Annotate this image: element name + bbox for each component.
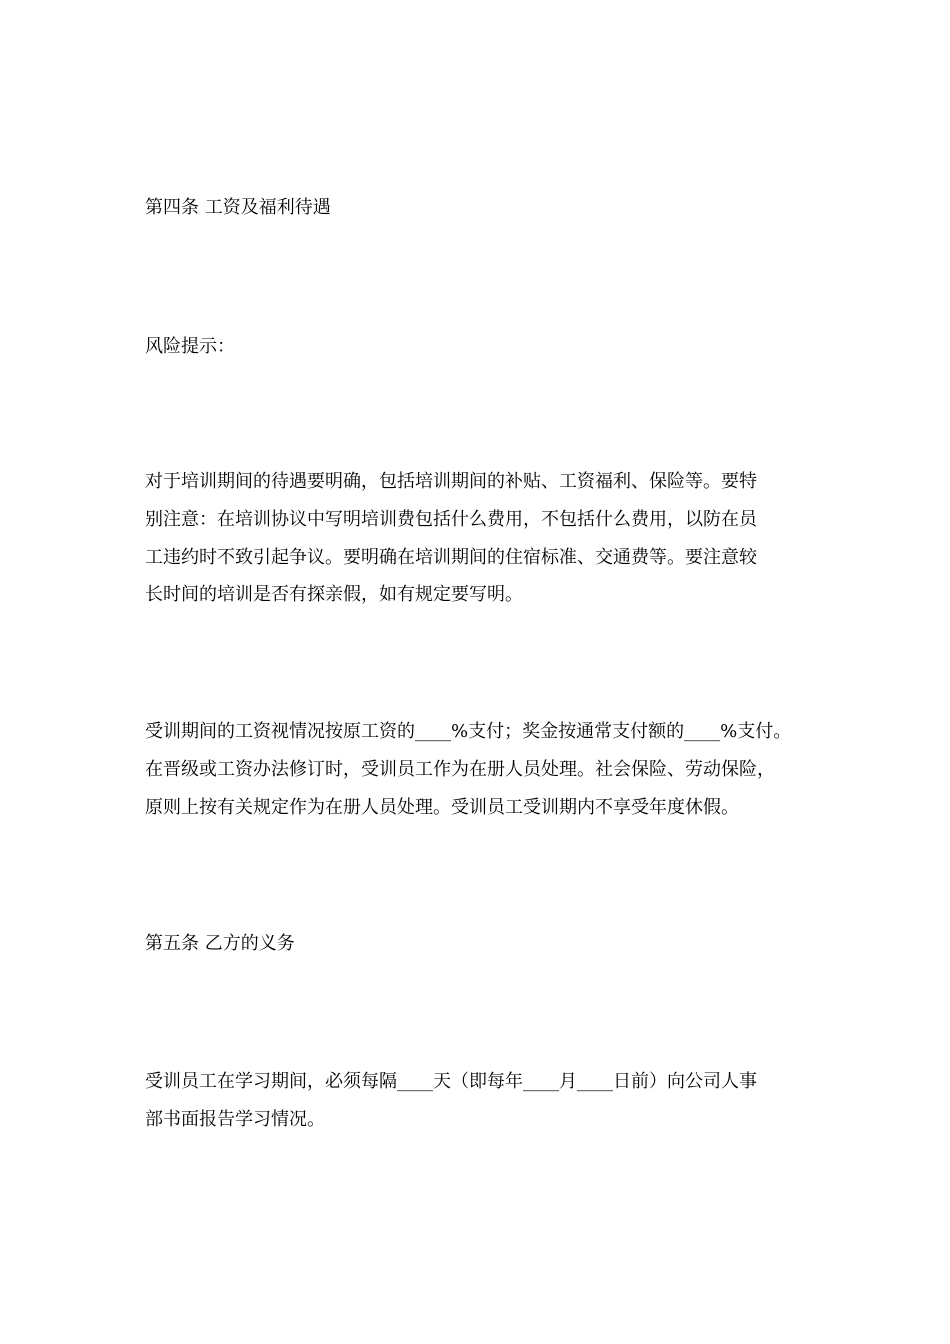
- risk-tip-line-2: 别注意：在培训协议中写明培训费包括什么费用，不包括什么费用，以防在员: [145, 509, 757, 530]
- pay-terms-line-3: 原则上按有关规定作为在册人员处理。受训员工受训期内不享受年度休假。: [145, 797, 739, 818]
- pay-terms-line-1: 受训期间的工资视情况按原工资的____%支付；奖金按通常支付额的____%支付。: [145, 721, 792, 742]
- pay-terms-line-2: 在晋级或工资办法修订时，受训员工作为在册人员处理。社会保险、劳动保险，: [145, 759, 775, 780]
- obligation-line-1: 受训员工在学习期间，必须每隔____天（即每年____月____日前）向公司人事: [145, 1071, 757, 1092]
- risk-tip-line-4: 长时间的培训是否有探亲假，如有规定要写明。: [145, 584, 523, 605]
- risk-tip-line-1: 对于培训期间的待遇要明确，包括培训期间的补贴、工资福利、保险等。要特: [145, 471, 757, 492]
- risk-tip-line-3: 工违约时不致引起争议。要明确在培训期间的住宿标准、交通费等。要注意较: [145, 547, 757, 568]
- article-4-heading: 第四条 工资及福利待遇: [145, 197, 331, 218]
- obligation-line-2: 部书面报告学习情况。: [145, 1109, 325, 1130]
- risk-tip-label: 风险提示：: [145, 336, 235, 357]
- article-5-heading: 第五条 乙方的义务: [145, 933, 295, 954]
